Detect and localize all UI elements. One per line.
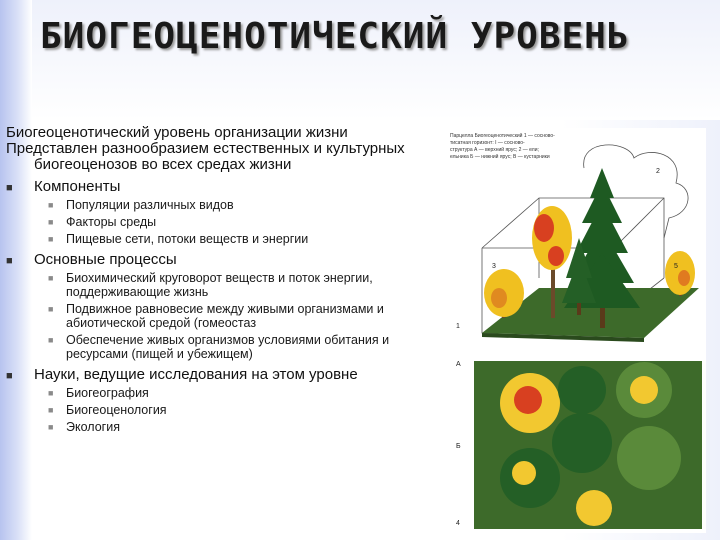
square-bullet-icon: ■ xyxy=(6,255,13,267)
intro-line: Биогеоценотический уровень организации жизни xyxy=(6,124,348,141)
section-heading-text: Компоненты xyxy=(34,178,121,195)
legend-line: Парцелла Биогеоценотический 1 — сосново- xyxy=(450,133,555,139)
list-item-text: Биохимический круговорот веществ и поток энергии, поддерживающие жизнь xyxy=(66,271,373,299)
square-bullet-icon: ■ xyxy=(48,200,54,210)
list-item-text: Популяции различных видов xyxy=(66,198,234,212)
list-item xyxy=(6,302,438,330)
list-item-text: Факторы среды xyxy=(66,215,157,229)
square-bullet-icon: ■ xyxy=(48,422,54,432)
section-heading-text: Науки, ведущие исследования на этом уровне xyxy=(34,366,358,383)
square-bullet-icon: ■ xyxy=(48,388,54,398)
list-item xyxy=(6,198,438,212)
figure-legend xyxy=(450,132,555,160)
list-item xyxy=(6,215,438,229)
intro-description: Представлен разнообразием естественных и культурных биогеоценозов во всех средах жизни xyxy=(6,140,405,173)
square-bullet-icon: ■ xyxy=(48,234,54,244)
square-bullet-icon: ■ xyxy=(6,370,13,382)
list-item-text: Экология xyxy=(66,420,120,434)
section-heading-text: Основные процессы xyxy=(34,251,177,268)
figure-label: Б xyxy=(456,443,461,450)
list-item-text: Подвижное равновесие между живыми организмами и абиотической средой (гомеостаз xyxy=(66,302,384,330)
square-bullet-icon: ■ xyxy=(48,304,54,314)
square-bullet-icon: ■ xyxy=(48,335,54,345)
list-item xyxy=(6,420,438,434)
figure-label: 1 xyxy=(456,323,460,330)
list-item-text: Обеспечение живых организмов условиями обитания и ресурсами (пищей и убежищем) xyxy=(66,333,390,361)
figure-label: 3 xyxy=(492,263,496,270)
list-item-text: Биогеоценология xyxy=(66,403,167,417)
section-heading-sciences xyxy=(6,367,438,383)
legend-line: тисатная горизонт: I — сосново- xyxy=(450,140,525,146)
list-item-text: Пищевые сети, потоки веществ и энергии xyxy=(66,232,309,246)
section-heading-processes xyxy=(6,252,438,268)
list-item xyxy=(6,386,438,400)
slide-content xyxy=(6,124,438,434)
legend-line: ельника Б — нижний ярус; В — кустарники xyxy=(450,154,550,160)
square-bullet-icon: ■ xyxy=(48,273,54,283)
square-bullet-icon: ■ xyxy=(48,217,54,227)
square-bullet-icon: ■ xyxy=(6,182,13,194)
figure-label: 4 xyxy=(456,520,460,527)
slide-title: БИОГЕОЦЕНОТИЧЕСКИЙ УРОВЕНЬ xyxy=(40,16,630,57)
figure-label: 5 xyxy=(674,263,678,270)
list-item-text: Биогеография xyxy=(66,386,149,400)
figure-label: А xyxy=(456,361,461,368)
list-item xyxy=(6,403,438,417)
ecosystem-illustration xyxy=(444,128,706,533)
ecosystem-diagram xyxy=(444,128,706,533)
list-item xyxy=(6,232,438,246)
legend-line: структура А — верхний ярус; 2 — ели; xyxy=(450,147,539,153)
list-item xyxy=(6,271,438,299)
top-view-plan xyxy=(474,361,702,529)
list-item xyxy=(6,333,438,361)
section-heading-components xyxy=(6,179,438,195)
square-bullet-icon: ■ xyxy=(48,405,54,415)
figure-label: 2 xyxy=(656,168,660,175)
